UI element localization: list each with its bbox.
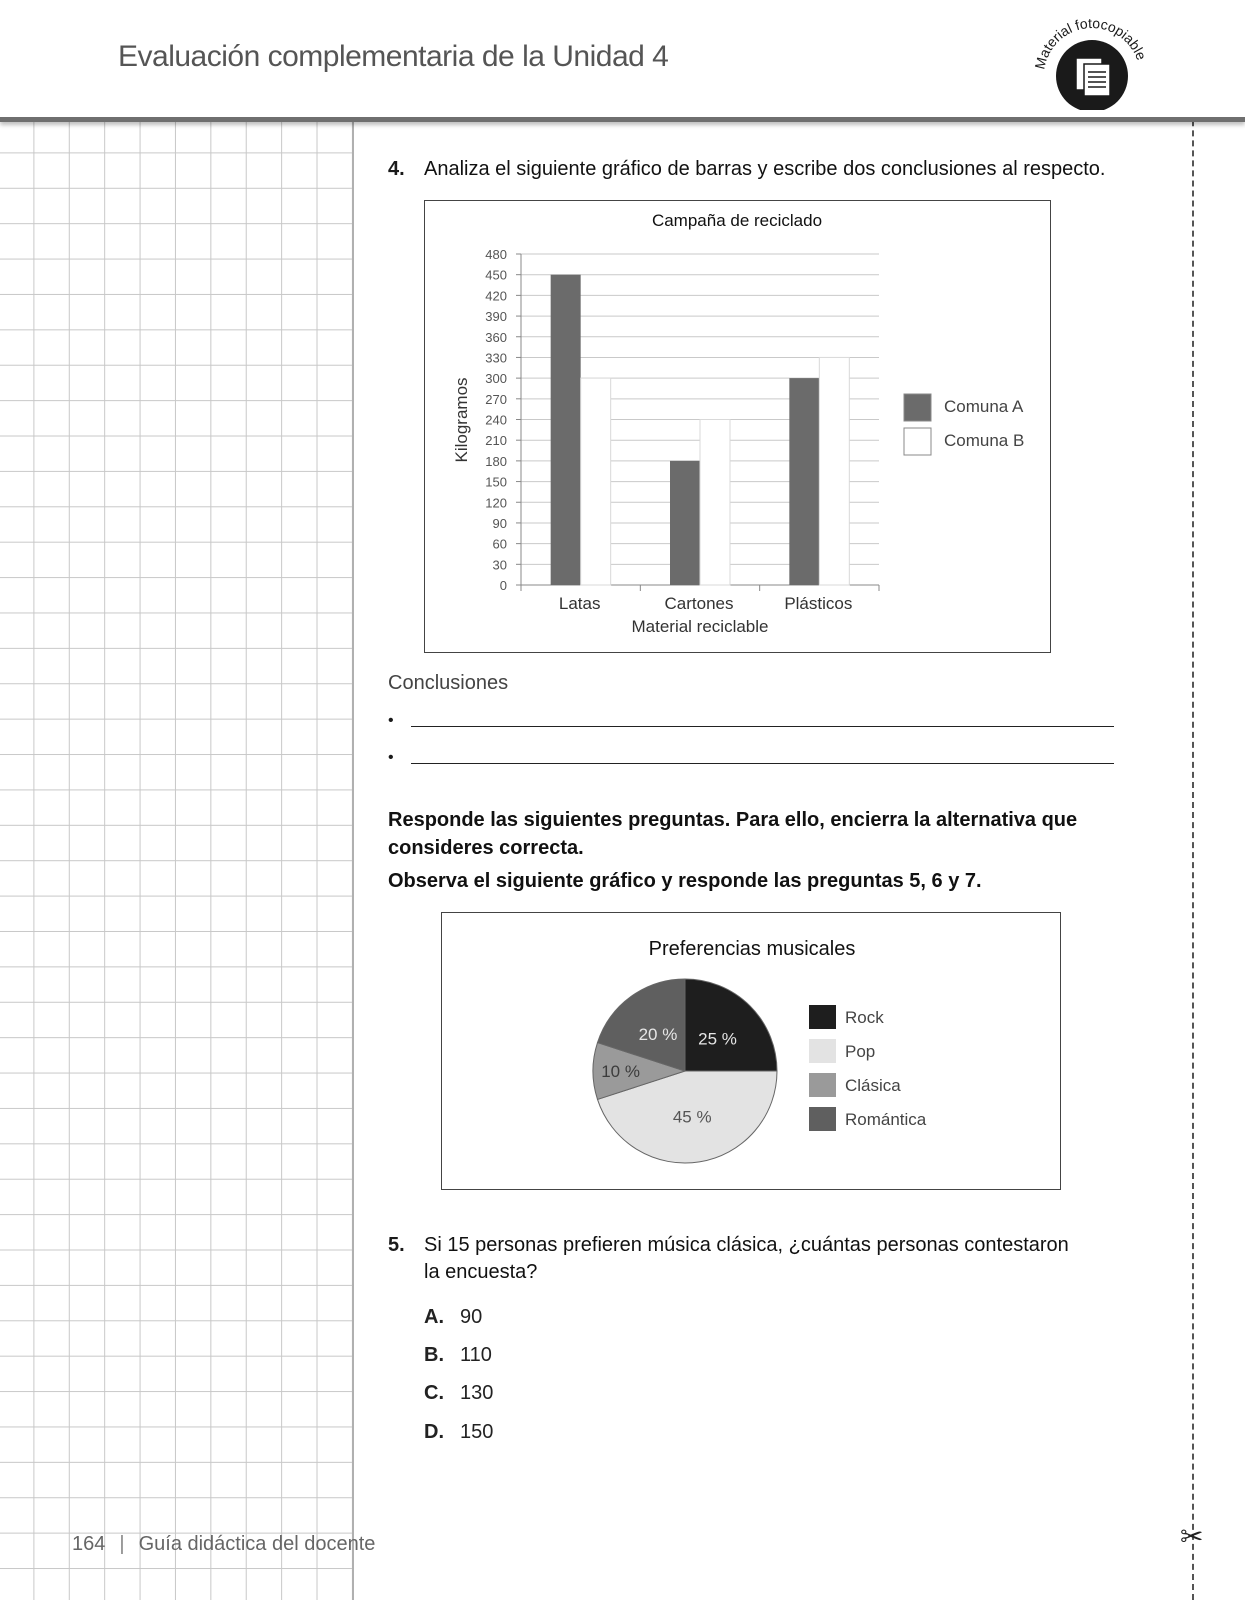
y-tick-label: 120 <box>485 495 507 511</box>
pie-slice-label: 45 % <box>672 1107 712 1127</box>
pie-slice <box>685 979 777 1071</box>
copy-icon <box>1076 58 1110 96</box>
option-value: 90 <box>460 1306 483 1328</box>
option-d[interactable] <box>424 1421 493 1444</box>
answer-line-1[interactable] <box>411 726 1114 727</box>
y-tick-label: 330 <box>485 350 507 366</box>
x-tick-label: Plásticos <box>784 594 853 613</box>
y-tick-label: 300 <box>485 371 507 387</box>
question-4-number: 4. <box>388 158 405 180</box>
option-letter: D. <box>424 1421 444 1443</box>
badge-text: Material fotocopiable <box>1031 14 1150 71</box>
option-letter: B. <box>424 1344 444 1366</box>
bar <box>670 461 700 585</box>
y-tick-label: 90 <box>492 515 507 531</box>
page-footer <box>72 1533 375 1556</box>
question-5-line-2: la encuesta? <box>424 1261 538 1283</box>
y-tick-label: 180 <box>485 453 507 469</box>
grid-margin <box>0 117 354 1600</box>
y-tick-label: 360 <box>485 329 507 345</box>
legend-swatch <box>809 1073 836 1097</box>
option-b[interactable] <box>424 1344 492 1367</box>
bar-chart <box>425 201 1050 652</box>
question-4-text: Analiza el siguiente gráfico de barras y escribe dos conclusiones al respecto. <box>424 158 1106 180</box>
legend-label: Clásica <box>845 1076 901 1095</box>
cut-line <box>1192 0 1194 1600</box>
legend-label: Pop <box>845 1042 876 1061</box>
pie-chart-title: Preferencias musicales <box>648 938 856 960</box>
bar <box>581 378 611 585</box>
legend-swatch <box>904 394 931 421</box>
legend-swatch <box>809 1039 836 1063</box>
option-c[interactable] <box>424 1382 493 1405</box>
y-tick-label: 480 <box>485 247 507 262</box>
y-tick-label: 150 <box>485 474 507 490</box>
page-header <box>0 0 1245 122</box>
legend-label: Romántica <box>845 1110 927 1129</box>
answer-line-2[interactable] <box>411 763 1114 764</box>
pie-slice-label: 20 % <box>638 1024 678 1044</box>
bar <box>819 357 849 585</box>
y-tick-label: 450 <box>485 267 507 283</box>
legend-swatch <box>904 428 931 455</box>
x-tick-label: Cartones <box>664 594 734 613</box>
legend-label: Rock <box>845 1008 884 1027</box>
option-letter: A. <box>424 1306 444 1328</box>
legend-swatch <box>809 1005 836 1029</box>
option-letter: C. <box>424 1382 444 1404</box>
bullet-2: • <box>388 749 394 766</box>
guide-title: Guía didáctica del docente <box>138 1533 376 1555</box>
y-tick-label: 270 <box>485 391 507 407</box>
bar <box>700 420 730 586</box>
x-axis-title: Material reciclable <box>631 617 769 636</box>
y-tick-label: 240 <box>485 412 507 428</box>
photocopiable-badge <box>1030 10 1160 110</box>
bar <box>551 275 581 585</box>
bar <box>789 378 819 585</box>
y-tick-label: 0 <box>499 578 507 593</box>
option-value: 110 <box>460 1344 492 1366</box>
pie-chart <box>442 913 1060 1189</box>
bar-chart-title: Campaña de reciclado <box>651 211 823 230</box>
bar-chart-frame <box>424 200 1051 653</box>
option-a[interactable] <box>424 1306 482 1329</box>
scissors-icon: ✂ <box>1180 1521 1204 1552</box>
pie-slice-label: 10 % <box>601 1062 640 1081</box>
bullet-1: • <box>388 712 394 729</box>
page-number: 164 <box>72 1533 106 1555</box>
legend-label: Comuna B <box>944 431 1025 450</box>
footer-separator: | <box>119 1533 125 1555</box>
y-tick-label: 390 <box>485 309 507 325</box>
legend-swatch <box>809 1107 836 1131</box>
question-5-line-1: Si 15 personas prefieren música clásica, ¿cuántas personas contestaron <box>424 1234 1069 1256</box>
x-tick-label: Latas <box>558 594 601 613</box>
pie-slice-label: 25 % <box>698 1029 737 1049</box>
conclusions-label: Conclusiones <box>388 672 509 694</box>
instructions-line-3: Observa el siguiente gráfico y responde las preguntas 5, 6 y 7. <box>388 870 982 892</box>
option-value: 150 <box>460 1421 494 1443</box>
question-5-number: 5. <box>388 1234 405 1256</box>
page-title: Evaluación complementaria de la Unidad 4 <box>118 40 669 73</box>
y-tick-label: 30 <box>492 557 507 573</box>
instructions-line-1: Responde las siguientes preguntas. Para ello, encierra la alternativa que <box>388 809 1078 831</box>
instructions-line-2: consideres correcta. <box>388 837 584 859</box>
y-tick-label: 210 <box>485 433 507 449</box>
pie-chart-frame <box>441 912 1061 1190</box>
option-value: 130 <box>460 1382 494 1404</box>
y-tick-label: 420 <box>485 288 507 304</box>
y-tick-label: 60 <box>492 536 507 552</box>
y-axis-title: Kilogramos <box>452 377 471 463</box>
legend-label: Comuna A <box>944 397 1024 416</box>
